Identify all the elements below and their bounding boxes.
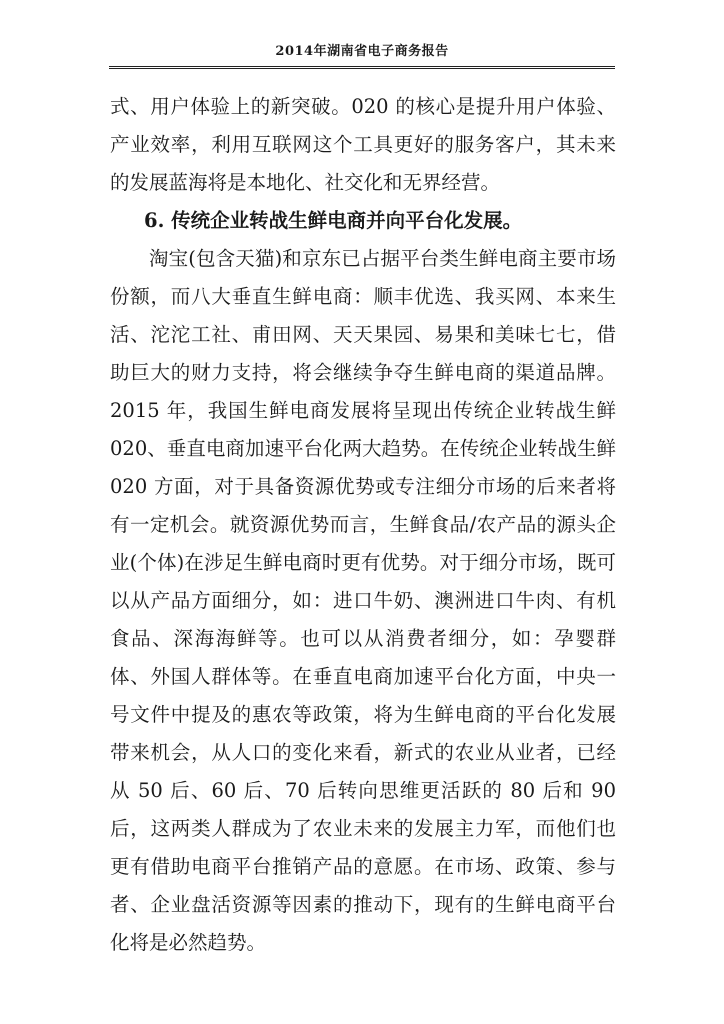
header-divider (109, 66, 615, 69)
body-paragraph: 淘宝(包含天猫)和京东已占据平台类生鲜电商主要市场份额，而八大垂直生鲜电商：顺丰优选、我买网、本来生活、沱沱工社、甫田网、天天果园、易果和美味七七，借助巨大的财力支持，将会继续争夺生鲜电商的渠道品牌。2015 年，我国生鲜电商发展将呈现出传统企业转战生鲜 020、垂直电商加速平台化两大趋势。在传统企业转战生鲜 020 方面，对于具备资源优势或专注细分市场的后来者将有一定机会。就资源优势而言，生鲜食品/农产品的源头企业(个体)在涉足生鲜电商时更有优势。对于细分市场，既可以从产品方面细分，如：进口牛奶、澳洲进口牛肉、有机食品、深海海鲜等。也可以从消费者细分，如：孕婴群体、外国人群体等。在垂直电商加速平台化方面，中央一号文件中提及的惠农等政策，将为生鲜电商的平台化发展带来机会，从人口的变化来看，新式的农业从业者，已经从 50 后、60 后、70 后转向思维更活跃的 80 后和 90 后，这两类人群成为了农业未来的发展主力军，而他们也更有借助电商平台推销产品的意愿。在市场、政策、参与者、企业盘活资源等因素的推动下，现有的生鲜电商平台化将是必然趋势。 (110, 247, 616, 954)
body-text (110, 88, 616, 962)
section-heading: 6. 传统企业转战生鲜电商并向平台化发展。 (144, 209, 523, 232)
running-header: 2014年湖南省电子商务报告 (275, 44, 449, 59)
continuation-paragraph: 式、用户体验上的新突破。020 的核心是提升用户体验、产业效率，利用互联网这个工具更好的服务客户，其未来的发展蓝海将是本地化、社交化和无界经营。 (110, 95, 616, 194)
